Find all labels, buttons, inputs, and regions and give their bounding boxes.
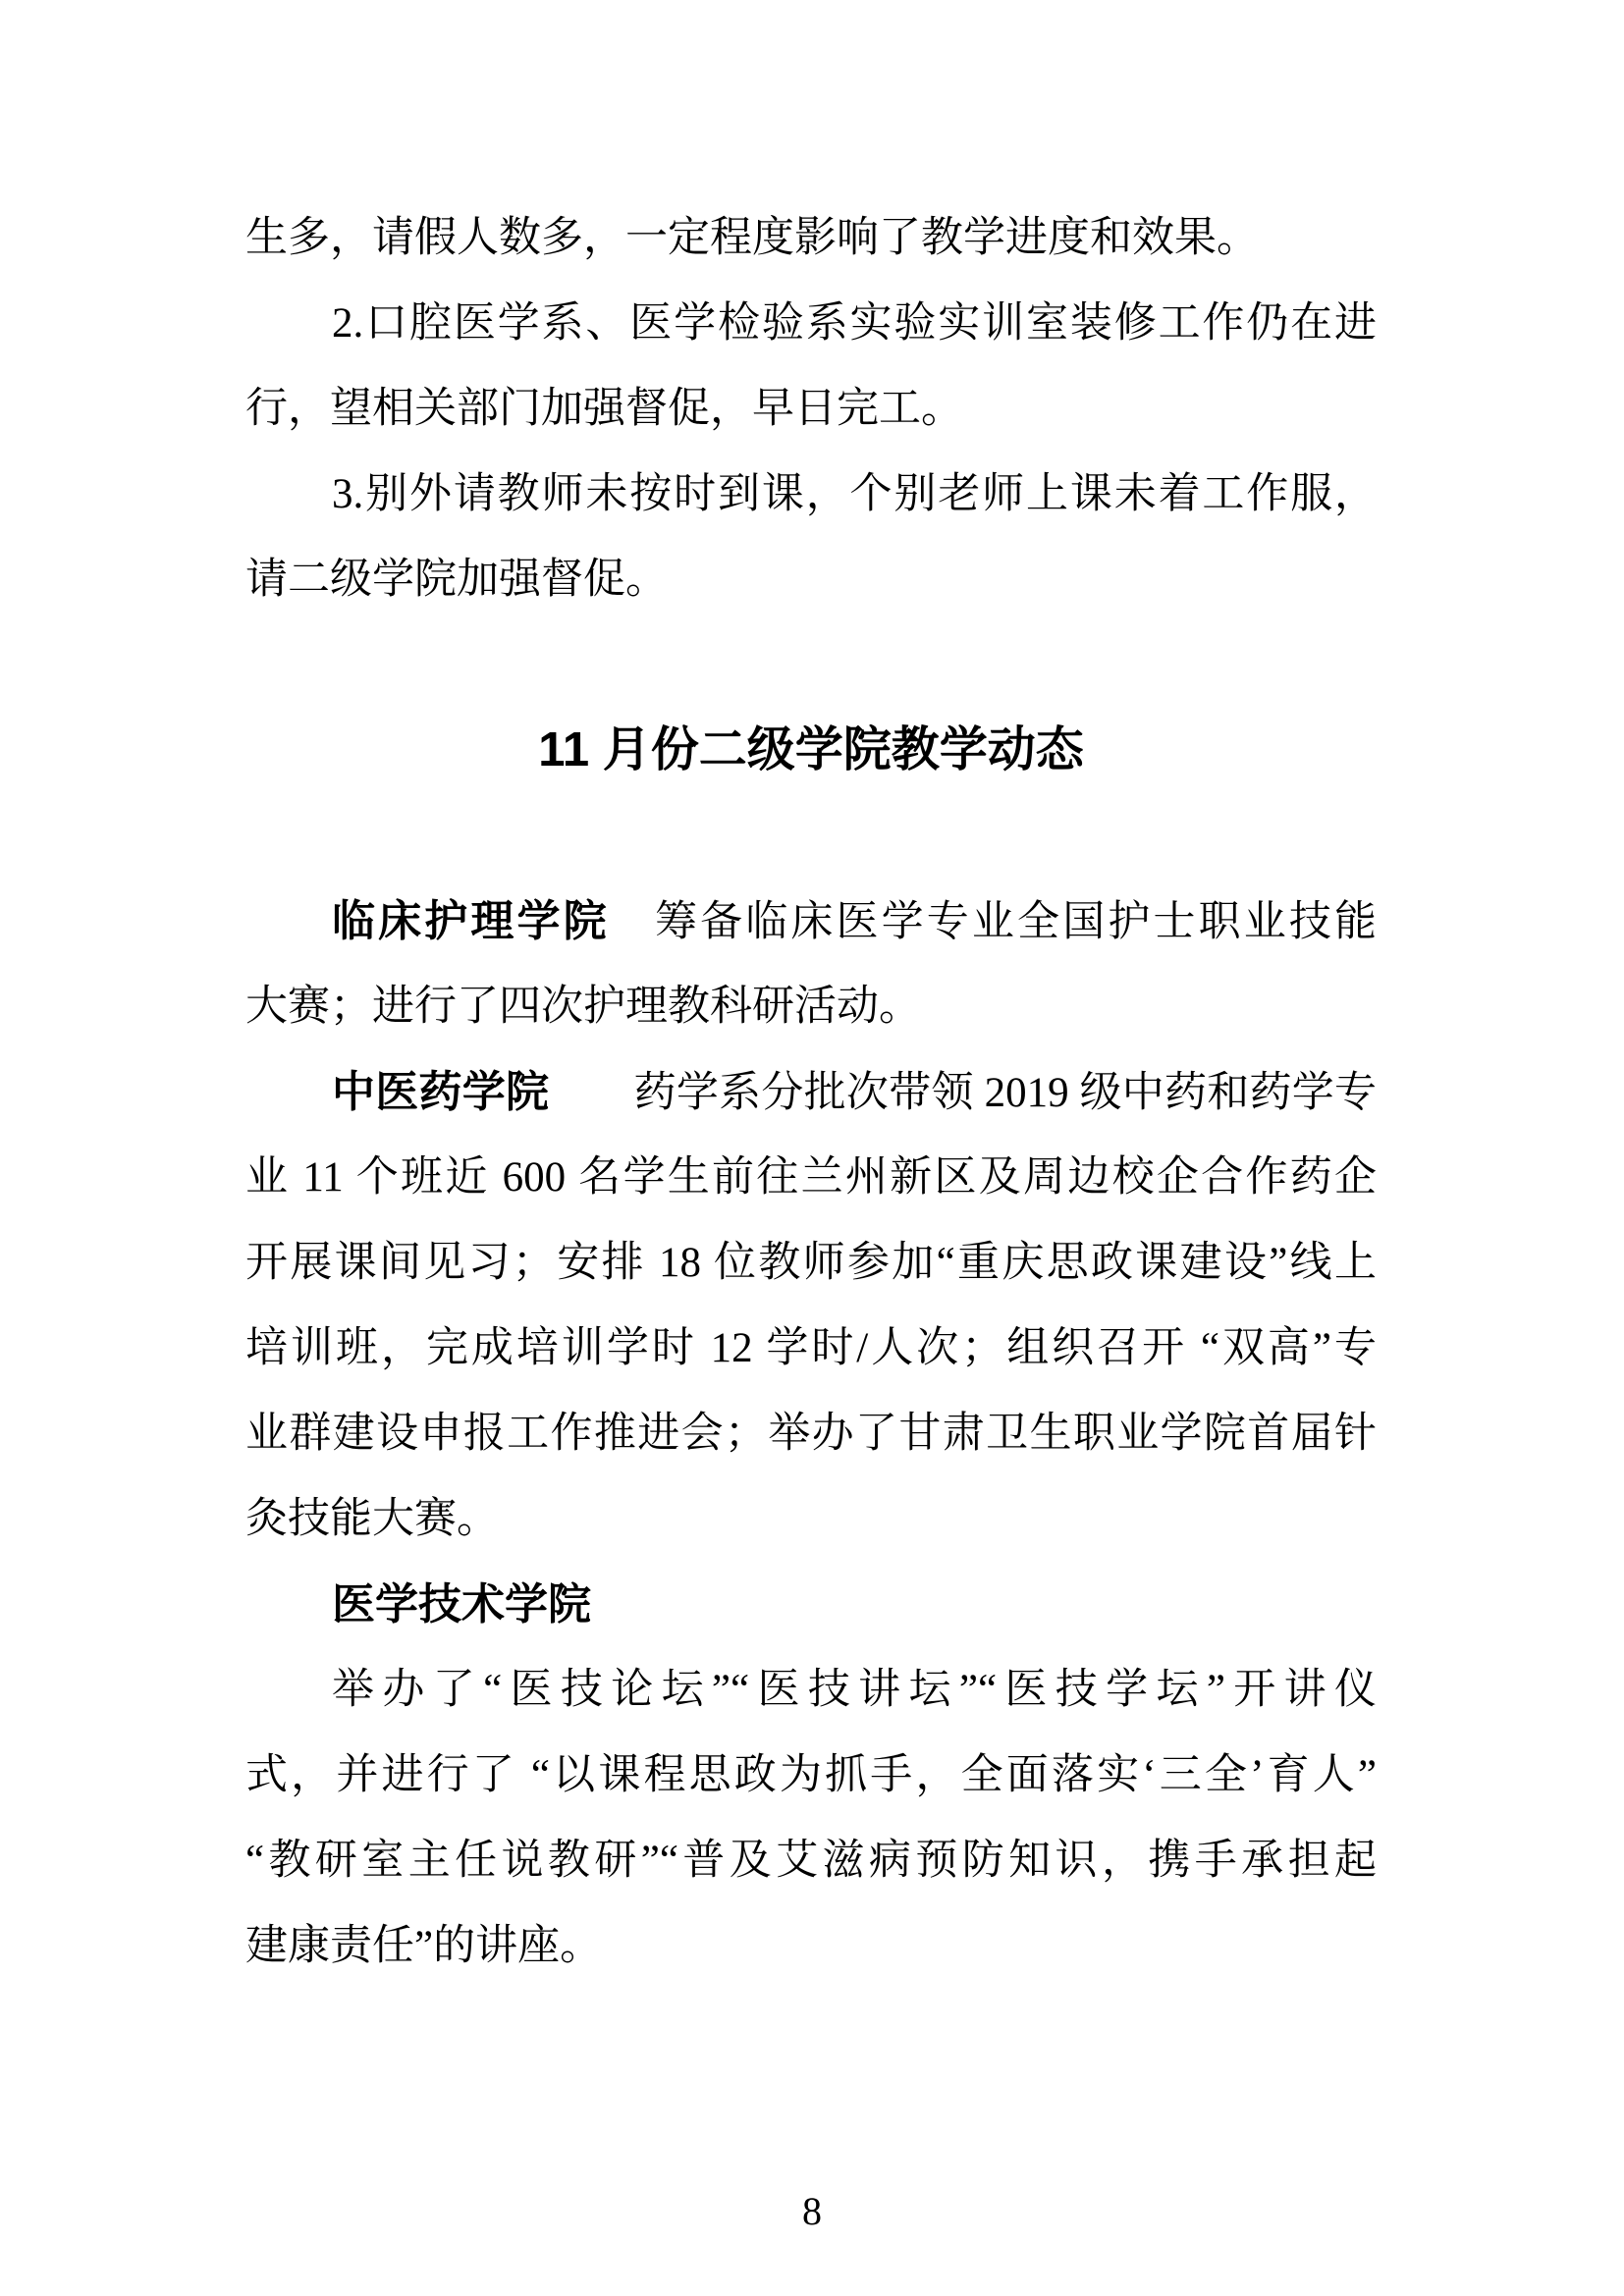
text-line: 生多，请假人数多，一定程度影响了教学进度和效果。: [245, 215, 1259, 261]
text-line: 业群建设申报工作推进会；举办了甘肃卫生职业学院首届针: [245, 1411, 1377, 1457]
college-name-bold: 中医药学院: [332, 1068, 550, 1116]
text-line: [245, 1562, 1377, 1647]
text-line: 培训班，完成培训学时 12 学时/人次；组织召开 “双高”专: [245, 1325, 1377, 1371]
blank-line: [245, 793, 1377, 879]
text-line: 业 11 个班近 600 名学生前往兰州新区及周边校企合作药企: [245, 1154, 1377, 1201]
college-name-bold: 医学技术学院: [332, 1580, 591, 1629]
page-number: 8: [802, 2189, 822, 2233]
text-line: 请二级学院加强督促。: [245, 557, 668, 603]
text-line: 3.别外请教师未按时到课，个别老师上课未着工作服，: [332, 471, 1377, 517]
document-body: [245, 195, 1377, 1989]
text-line: 行，望相关部门加强督促，早日完工。: [245, 386, 963, 432]
text-line: [245, 1049, 1377, 1135]
text-line: [245, 879, 1377, 964]
text-line: 灸技能大赛。: [245, 1496, 499, 1542]
blank-line: [245, 622, 1377, 708]
para-clinical-nursing-college: [245, 879, 1377, 1049]
para-item-2: [245, 281, 1377, 452]
para-tcm-pharmacy-college: [245, 1049, 1377, 1562]
text-line-body: 筹备临床医学专业全国护士职业技能: [609, 899, 1378, 945]
text-line: 举办了“医技论坛”“医技讲坛”“医技学坛”开讲仪: [332, 1667, 1377, 1713]
text-line: 式，并进行了 “以课程思政为抓手，全面落实‘三全’育人”: [245, 1752, 1377, 1798]
page-footer: [0, 2185, 1624, 2238]
para-medical-technology-college: [245, 1562, 1377, 1647]
text-line: 开展课间见习；安排 18 位教师参加“重庆思政课建设”线上: [245, 1240, 1377, 1286]
text-line: “教研室主任说教研”“普及艾滋病预防知识，携手承担起: [245, 1838, 1377, 1884]
para-carryover: [245, 195, 1377, 281]
para-item-3: [245, 452, 1377, 622]
college-name-bold: 临床护理学院: [332, 897, 610, 945]
text-line: 2.口腔医学系、医学检验系实验实训室装修工作仍在进: [332, 300, 1377, 347]
text-line: 大赛；进行了四次护理教科研活动。: [245, 984, 921, 1030]
section-heading: 11 月份二级学院教学动态: [538, 723, 1084, 776]
text-line-body: 药学系分批次带领 2019 级中药和药学专: [549, 1070, 1378, 1116]
para-medtech-activities: [245, 1647, 1377, 1989]
text-line: 建康责任”的讲座。: [245, 1923, 603, 1969]
